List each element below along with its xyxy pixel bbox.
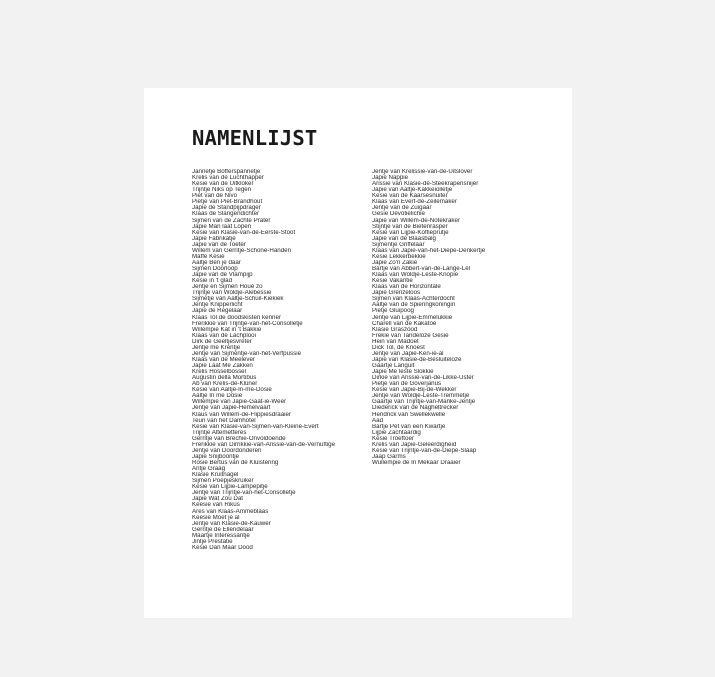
- name-list-item: Jintje Prestatie: [192, 538, 233, 545]
- name-list-item: Jentje van Trijntje-van-het-Consolletje: [192, 490, 296, 497]
- name-list-item: Kesie Dan Maar Dood: [192, 544, 253, 551]
- name-list-item: Sijmen Doorloop: [192, 266, 238, 272]
- name-list-item: Klaas van Woldje-Leste-Knopie: [372, 272, 459, 279]
- name-list-item: Jaap Garms: [372, 453, 406, 460]
- name-list-item: Pietje van de Goverjanus: [372, 381, 442, 388]
- name-list-item: Jentje van Lijpie-Emmelukkie: [372, 314, 453, 321]
- name-list-item: Maartje Interessantje: [192, 532, 250, 539]
- name-list-item: Krelis van Japie-Geleerdigheid: [372, 441, 457, 448]
- name-list-item: Japie Wat Zou Dat: [192, 496, 244, 503]
- name-list-item: Japie van de Toeter: [192, 241, 246, 248]
- name-list-item: Jentje me Krentje: [192, 344, 241, 351]
- name-list-item: Piet van de Nivo: [192, 193, 238, 200]
- page-title: NAMENLIJST: [192, 126, 318, 150]
- name-list-item: Sijmetje van Aaltje-Schuil-Kiekiek: [192, 296, 284, 303]
- name-list-item: Maffe Kesie: [192, 253, 225, 260]
- name-list-item: Frerikkie van Dirrikkie-van-Arissie-van-de-Vernuftige: [192, 441, 336, 448]
- name-list-item: Aaltje In me Dosie: [192, 393, 243, 400]
- name-list-item: Lijpie Zachtaardig: [372, 429, 421, 436]
- name-list-item: Japie van Aaltje-Kakkeiolletje: [372, 187, 453, 194]
- name-list-item: Jentje van Sijmentje-van-het-Verfpussie: [192, 350, 302, 357]
- name-list-item: Japie Grenzeloos: [372, 290, 421, 297]
- name-list-item: Willem van Gerritje-Schone-Handen: [192, 247, 292, 254]
- name-list-item: Aaltje Ben je daar: [192, 259, 241, 266]
- name-list-item: Charell van de Kakatoe: [372, 320, 437, 327]
- name-list-item: Klaus van Willem-de-Flippiesdraaier: [192, 411, 292, 418]
- name-list-item: Jentje van Krelissie-van-de-Uitslover: [372, 169, 473, 175]
- name-list-item: Japie Laat Me Zakken: [192, 363, 253, 369]
- name-list-item: Sijmen van de Zachte Prater: [192, 217, 271, 224]
- name-list-item: Jentje Knipperlicht: [192, 302, 243, 309]
- name-list-item: Gaartje Languit: [372, 363, 415, 369]
- name-list-item: Japie Snijboontje: [192, 453, 240, 460]
- name-list-item: Jentje van Doordonderen: [192, 447, 262, 454]
- name-list-left-column: [192, 169, 362, 551]
- name-list-item: Klaas van de Horizontale: [372, 284, 441, 291]
- name-list-item: Klaas Tol de doodskisten kenner: [192, 314, 281, 321]
- name-list-item: Klaas van de Lachplooi: [192, 332, 256, 339]
- name-list-item: Japie Fabrikatje: [192, 235, 236, 242]
- name-list-item: Kesie van Japie-Bij-de-Wekker: [372, 387, 457, 394]
- name-list-item: Hendrick van Swellekwelle: [372, 411, 446, 418]
- name-list-item: Jannetje Bofferspannetje: [192, 169, 261, 175]
- name-list-item: Gesie Devotielichie: [372, 211, 425, 218]
- name-list-item: Sijmen Poepjeskruiker: [192, 478, 254, 485]
- name-list-item: Kesie Troeftoer: [372, 435, 414, 442]
- name-list-item: Kesie van Klasie-van-de-Eerste-Stoot: [192, 229, 296, 236]
- name-list-item: Diederick van de Nagheltrecker: [372, 405, 459, 412]
- name-list-item: Kesie van Klasie-van-Sijmen-van-Kleine-Evert: [192, 423, 319, 430]
- name-list-item: Kesie van de Uitkloker: [192, 181, 254, 188]
- name-list-item: Willempie Kat in 't Bakkie: [192, 326, 262, 333]
- name-list-item: Japie Man laat Lopen: [192, 223, 252, 230]
- name-list-item: Trijntje Niks op Tegen: [192, 187, 252, 194]
- name-list-item: Jentje van Japie-Hemelvaart: [192, 405, 271, 412]
- name-list-item: Sijmen van Klaas-Achterdocht: [372, 296, 455, 303]
- name-list-item: Trijntje van Woldje-Alebessie: [192, 290, 272, 297]
- name-list-item: Jentje en Sijmen Houé zo: [192, 284, 263, 291]
- name-list-item: Aad: [372, 417, 384, 424]
- name-list-item: Wullempie de In Mekaar Draaier: [372, 460, 461, 466]
- name-list-item: Dirkie van Arissie-van-de-Likke-Uster: [372, 375, 474, 382]
- name-list-item: Japie van Willem-de-Notekraker: [372, 217, 461, 224]
- name-list-item: Augustin della Mortibus: [192, 375, 257, 382]
- name-list-item: Ab van Krelis-de-Klûner: [192, 381, 258, 388]
- name-list-item: Krelis van de Luchthapper: [192, 175, 264, 182]
- name-list-item: Kesie Lekkerbekkie: [372, 253, 426, 260]
- name-list-item: Japie Nappie: [372, 175, 409, 182]
- name-list-item: Keesie van Rikus: [192, 502, 240, 509]
- name-list-item: Kesie van de Kaarsesnuiter: [372, 193, 448, 200]
- name-list-item: Gerritje van Brechie-Onvoldoende: [192, 435, 286, 442]
- name-list-item: Aaltje van de Spieringkoningin: [372, 302, 456, 309]
- name-list-item: Jentje van Klasie-de-Kauwer: [192, 520, 271, 527]
- name-list-item: Kesie van Lijpie-Lampepitje: [192, 484, 268, 491]
- name-list-item: Dirk de Geeltjesvreter: [192, 338, 252, 345]
- name-list-item: Japie de Standpijpdrager: [192, 205, 261, 212]
- name-list-item: Gerritje de Ellendelaar: [192, 526, 254, 533]
- name-list-item: Kesie van Lijpie-Koffieprutje: [372, 229, 449, 236]
- name-list-item: Jentje van de Zuigaar: [372, 205, 432, 212]
- name-list-item: Japie de Regelaar: [192, 308, 243, 315]
- name-list-item: Rosie Bertus van de Kluistering: [192, 460, 279, 466]
- name-list-item: Hein van Madoet: [372, 338, 419, 345]
- name-list-item: Japie van Klasie-de-Besluiteloze: [372, 356, 462, 363]
- name-list-item: Klasie Kruitnagel: [192, 472, 239, 479]
- name-list-item: Japie Zo'n Zakie: [372, 259, 418, 266]
- name-list-item: Pietje van Piet-Brandhout: [192, 199, 263, 206]
- name-list-item: Stijntje van de Bietenrasper: [372, 223, 448, 230]
- name-list-item: Antje Graag: [192, 466, 226, 473]
- name-list-item: Willempie van Japie-Gaat-ie-Weer: [192, 399, 287, 406]
- name-list-item: Ares van Klaas-Ammeblaas: [192, 508, 269, 515]
- name-list-item: Jentje van Japie-Ken-ie-al: [372, 350, 444, 357]
- name-list-item: Frekie van Tandeloze Gesie: [372, 332, 449, 339]
- name-list-item: Kesie van Aaltje-In-me-Dosie: [192, 387, 272, 394]
- name-list-item: Krelis Hosselbossel: [192, 369, 246, 376]
- name-list-item: Trijntje Altemetteres: [192, 429, 247, 436]
- name-list-item: Jentje van Woldje-Leste-Tremmetje: [372, 393, 470, 400]
- name-list-item: Frerikkie van Trijntje-van-het-Consolletje: [192, 320, 303, 327]
- document-page: [144, 88, 572, 618]
- name-list-item: Klaas van Evert-de-Zeilemaker: [372, 199, 457, 206]
- name-list-item: Kesie in 't glad: [192, 278, 233, 285]
- name-list-item: Bartje Pet van een Kwartje: [372, 423, 446, 430]
- name-list-item: Japie Me leste Slokkie: [372, 369, 434, 376]
- name-list-item: Kesie van Trijntje-van-de-Diepe-Slaap: [372, 447, 477, 454]
- name-list-item: Kesie Vakantie: [372, 278, 413, 285]
- name-list-item: Dick Tol, de Knoest: [372, 344, 425, 351]
- name-list-item: Japie van de Vlampijp: [192, 272, 253, 279]
- name-list-item: Gaartje van Trijntje-van-Manke-Jentje: [372, 399, 476, 406]
- name-list-item: Bartje van Abbert-van-de-Lange-Lel: [372, 266, 471, 272]
- name-list-item: Sijmentje Griffelaar: [372, 241, 425, 248]
- name-list-item: Pietje Gluipoog: [372, 308, 414, 315]
- name-list-item: Klaas de Slangendichter: [192, 211, 260, 218]
- name-list-item: Keesie Moet je al: [192, 514, 240, 521]
- name-list-item: Klasie Graszood: [372, 326, 418, 333]
- name-list-item: Arissie van Klasie-de-Steekrapensnijer: [372, 181, 479, 188]
- name-list-item: Klaas van de Meelever: [192, 356, 255, 363]
- name-list-right-column: [372, 169, 562, 466]
- name-list-item: Japie van de Blaasbalg: [372, 235, 436, 242]
- name-list-item: Teun van het Damhotel: [192, 417, 256, 424]
- name-list-item: Klaas van Japie-van-het-Diepe-Denkertje: [372, 247, 486, 254]
